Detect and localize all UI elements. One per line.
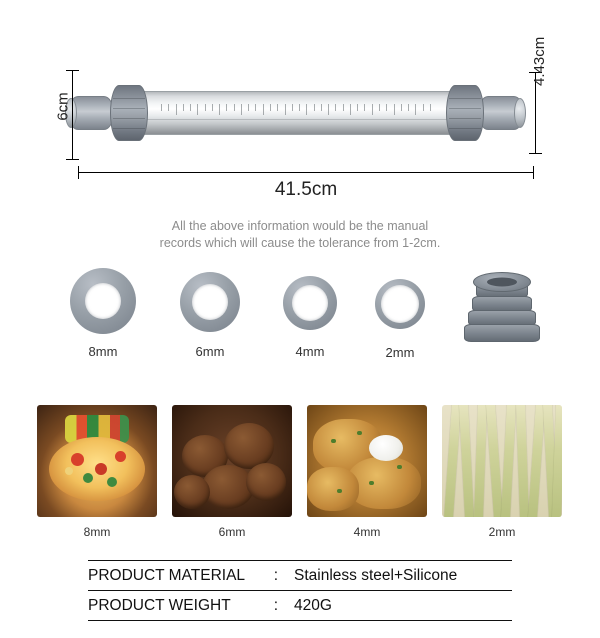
tolerance-note [0,218,600,252]
food-label-2mm: 2mm [488,525,516,539]
stacked-rings-top [473,272,531,292]
ring-item-6mm [155,268,265,359]
spec-value-material: Stainless steel+Silicone [294,566,458,584]
food-item-2mm [438,405,566,539]
rolling-pin-illustration [68,77,524,149]
dimension-length [78,166,534,200]
spec-colon-weight: : [273,596,278,614]
food-label-8mm: 8mm [83,525,111,539]
dimension-cap-right [533,166,534,179]
spec-row-material [88,561,512,590]
tolerance-note-line1: All the above information would be the manual [171,219,429,233]
barrel-measurement-ticks [161,104,431,116]
spec-key-material-wrapper [88,567,284,585]
ring-item-2mm [345,268,455,360]
ring-item-8mm [48,268,158,359]
silicone-ring-6mm [180,272,240,332]
fritter-photo [307,405,427,517]
tolerance-note-line2: records which will cause the tolerance from 1-2cm. [159,236,441,250]
dimension-length-label: 41.5cm [274,179,338,200]
ring-label-6mm: 6mm [195,344,225,359]
spec-value-weight: 420G [294,596,332,614]
food-label-6mm: 6mm [218,525,246,539]
spec-row-weight [88,591,512,620]
dimension-line-horizontal [78,172,534,173]
spec-key-material: PRODUCT MATERIAL [88,566,246,584]
dimension-cap-bottom [66,159,79,160]
food-item-4mm [303,405,431,539]
food-label-4mm: 4mm [353,525,381,539]
noodles-photo [442,405,562,517]
spec-key-weight: PRODUCT WEIGHT [88,596,231,614]
stacked-ring-layer [464,324,540,342]
spec-key-weight-wrapper [88,597,284,615]
barrel-seam [121,119,471,120]
ring-label-2mm: 2mm [385,345,415,360]
pizza-photo [37,405,157,517]
dimension-cap-bottom [529,153,542,154]
food-item-8mm [33,405,161,539]
pin-steel-barrel [120,91,472,135]
pin-silicone-grip-left [110,85,148,141]
ring-label-4mm: 4mm [295,344,325,359]
cookies-photo [172,405,292,517]
dimension-barrel-diameter-label: 4.43cm [531,36,548,86]
food-item-6mm [168,405,296,539]
ring-label-8mm: 8mm [88,344,118,359]
dimension-line-vertical [72,70,73,160]
stacked-rings-group [452,272,552,364]
silicone-ring-8mm [70,268,136,334]
dimension-height-right [527,36,557,154]
product-dimension-diagram [0,0,600,205]
pin-end-cap-right [514,98,526,128]
silicone-ring-2mm [375,279,425,329]
dimension-height-left [55,70,81,160]
application-photos-row [0,405,600,555]
pin-silicone-grip-right [446,85,484,141]
spec-divider-bottom [88,620,512,621]
spec-colon-material: : [273,566,278,584]
thickness-rings-row [0,268,600,388]
dimension-height-label: 6cm [54,92,72,121]
product-spec-table [88,560,512,621]
silicone-ring-4mm [283,276,337,330]
